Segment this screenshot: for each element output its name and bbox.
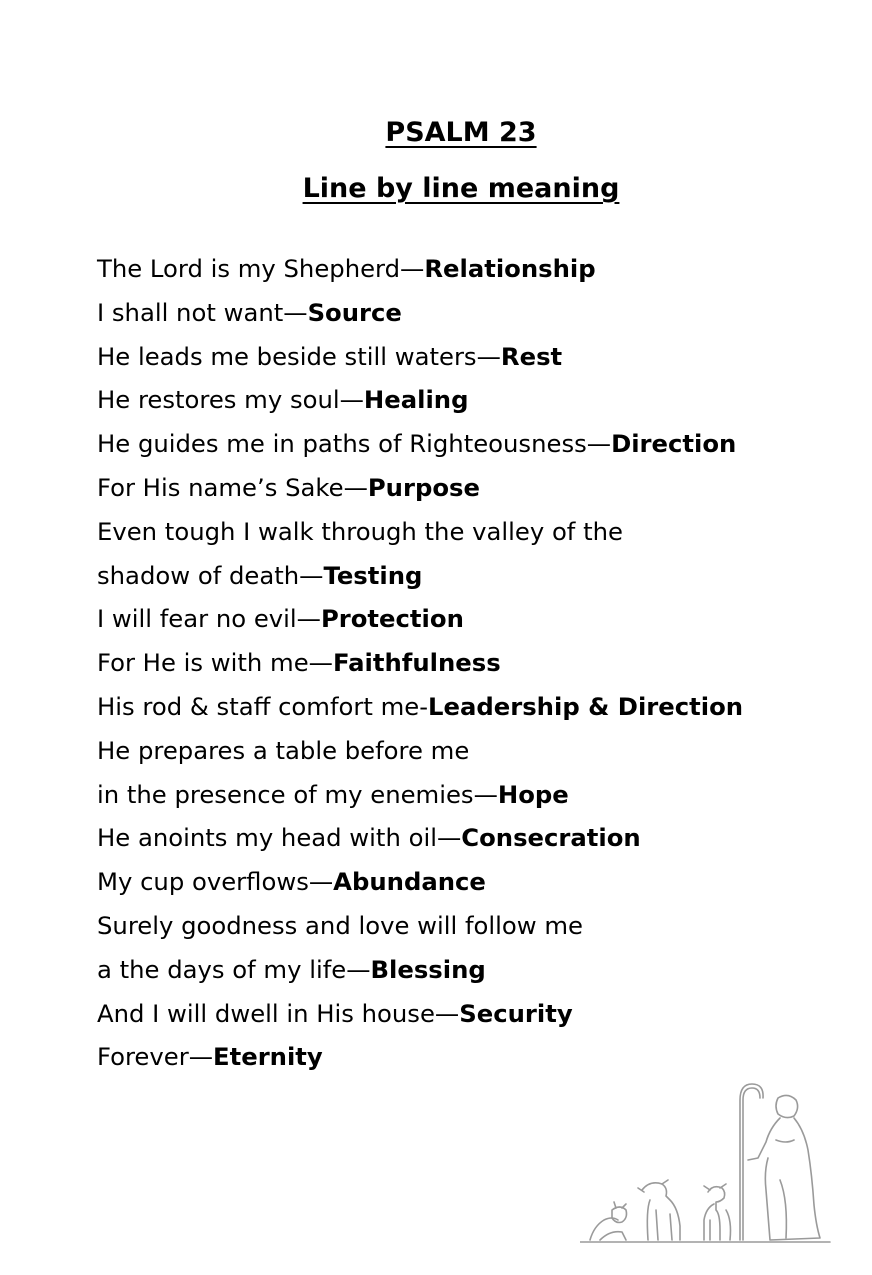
psalm-line [97,335,743,379]
page-title: PSALM 23 [385,117,537,148]
lamb-figure [590,1202,627,1240]
verse-text: He prepares a table before me [97,735,470,765]
verse-text: He restores my soul— [97,385,364,415]
psalm-line [97,904,743,948]
psalm-line [97,247,743,291]
psalm-line [97,466,743,510]
shepherd-with-sheep-icon [580,1080,840,1245]
verse-text: a the days of my life— [97,954,371,984]
verse-meaning: Abundance [333,867,486,897]
verse-text: For His name’s Sake— [97,472,368,502]
verse-meaning: Healing [363,385,469,415]
verse-meaning: Consecration [461,823,641,853]
psalm-line [97,378,743,422]
verse-text: My cup overflows— [97,867,334,897]
psalm-line [97,554,743,598]
verse-text: shadow of death— [97,560,324,590]
verse-text: And I will dwell in His house— [97,998,460,1028]
verse-meaning: Rest [500,341,563,371]
psalm-lines-list [97,247,743,1079]
verse-text: in the presence of my enemies— [97,779,498,809]
verse-text: His rod & staff comfort me- [97,691,429,721]
psalm-line [97,685,743,729]
sheep-figure [704,1184,731,1240]
psalm-line [97,773,743,817]
verse-text: Surely goodness and love will follow me [97,910,583,940]
verse-meaning: Source [307,297,402,327]
psalm-line [97,422,743,466]
psalm-line [97,291,743,335]
psalm-line [97,992,743,1036]
psalm-line [97,729,743,773]
verse-meaning: Hope [497,779,569,809]
verse-text: Even tough I walk through the valley of the [97,516,623,546]
verse-meaning: Direction [611,429,737,459]
verse-meaning: Protection [320,604,464,634]
verse-text: For He is with me— [97,648,333,678]
verse-meaning: Purpose [367,472,480,502]
verse-text: He leads me beside still waters— [97,341,501,371]
psalm-line [97,597,743,641]
verse-meaning: Relationship [424,254,596,283]
psalm-line [97,510,743,554]
verse-meaning: Eternity [213,1042,323,1072]
psalm-line [97,948,743,992]
psalm-line [97,641,743,685]
psalm-line [97,860,743,904]
verse-text: He anoints my head with oil— [97,823,462,853]
shepherd-figure [740,1084,820,1240]
verse-meaning: Security [459,998,573,1028]
verse-text: I will fear no evil— [97,604,321,634]
verse-meaning: Blessing [370,954,486,984]
psalm-line [97,1035,743,1079]
verse-text: I shall not want— [97,297,308,327]
verse-text: He guides me in paths of Righteousness— [97,429,612,459]
verse-text: Forever— [97,1042,213,1072]
page-subtitle: Line by line meaning [302,173,620,204]
verse-meaning: Testing [323,560,423,590]
verse-text: The Lord is my Shepherd— [97,254,425,283]
sheep-figure [638,1180,680,1240]
verse-meaning: Faithfulness [332,648,501,678]
verse-meaning: Leadership & Direction [428,691,744,721]
psalm-line [97,816,743,860]
